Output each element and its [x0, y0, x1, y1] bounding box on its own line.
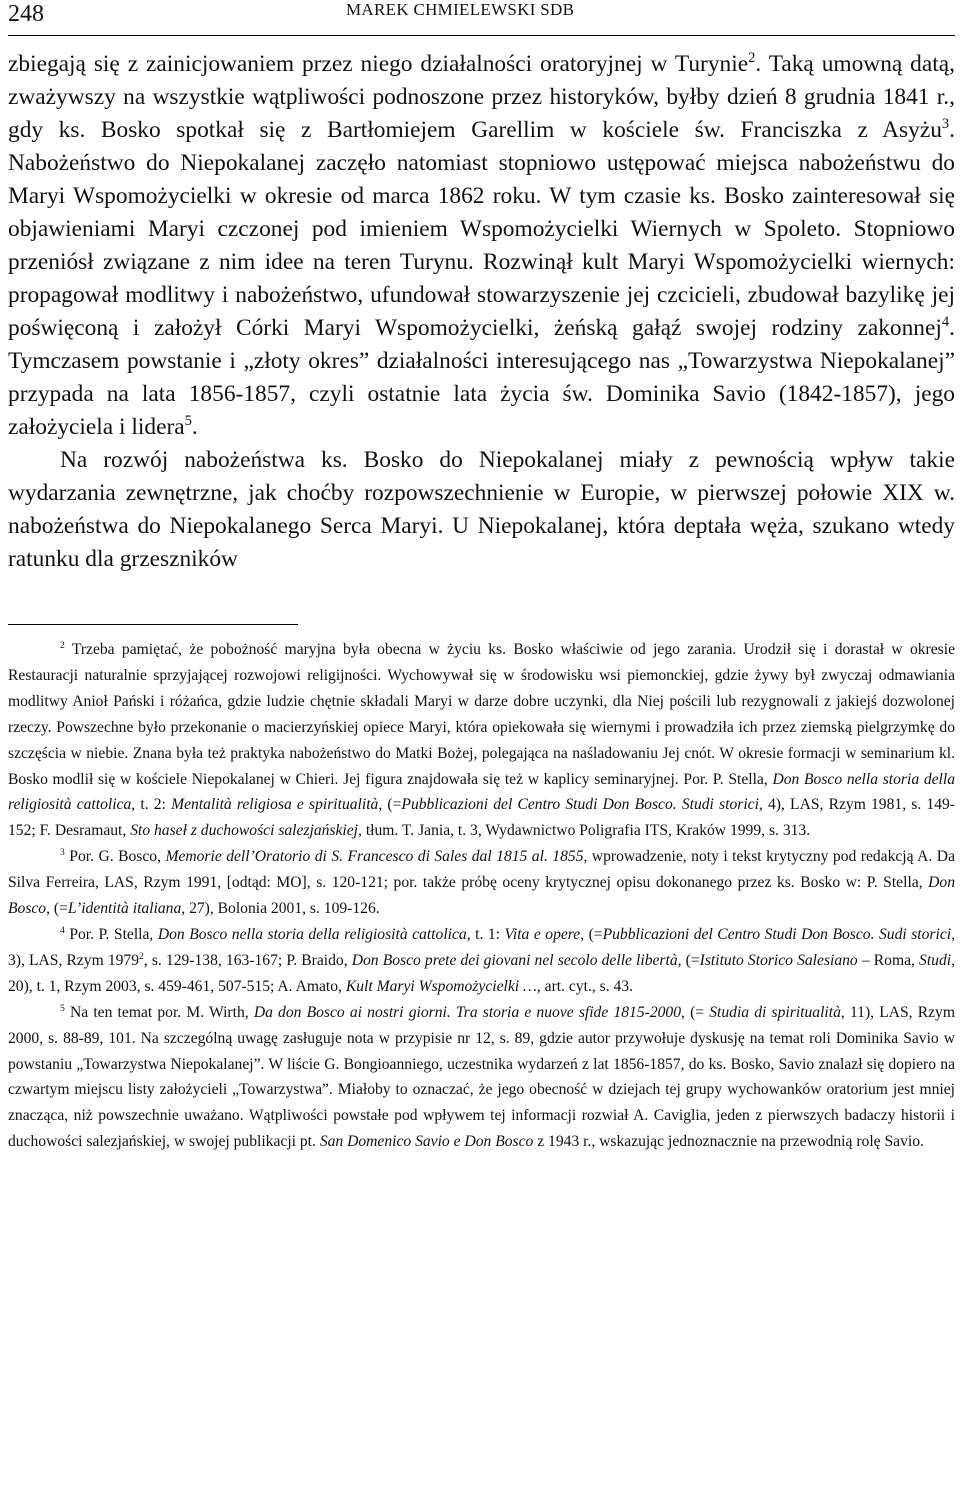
footnote-ref-2[interactable]: 2 — [748, 50, 756, 67]
footnote-number: 4 — [60, 924, 65, 936]
footnote-2: $^2$ Trzeba pamiętać, że pobożność maryjna była obecna w życiu ks. Bosko właściwie od jego zarania. Urodził się i dorastał w okresie Restauracji naturalnie sprzyjającej rozwojowi religijności. Wychowywał się w środowisku wsi piemonckiej, gdzie żywy był zwyczaj odmawiania modlitwy Anioł Pański i różańca, gdzie ludzie chętnie składali Maryi w darze dobre uczynki, dla Niej pościli lub rezygnowali z jakiejś dozwolonej rzeczy. Powszechne było przekonanie o macierzyńskiej opiece Maryi, która opiekowała się wiernymi i prowadziła ich przez ziemską pielgrzymkę do szczęścia w niebie. Znana była też praktyka nabożeństwo do Matki Bożej, polegająca na naśladowaniu Jej cnót. W okresie formacji w seminarium kl. Bosko modlił się w kościele Niepokalanej w Chieri. Jej figura znajdowała się też w kaplicy seminaryjnej. Por. P. Stella, Don Bosco nella storia della religiosità cattolica, t. 2: Mentalità religiosa e spiritualità, (=Pubblicazioni del Centro Studi Don Bosco. Studi storici, 4), LAS, Rzym 1981, s. 149-152; F. Desramaut, Sto haseł z duchowości salezjańskiej, tłum. T. Jania, t. 3, Wydawnictwo Poligrafia ITS, Kraków 1999, s. 313. — [8, 639, 955, 840]
footnote-number: 2 — [60, 639, 65, 651]
footnotes — [8, 637, 955, 1155]
footnote-number: 3 — [60, 847, 65, 859]
footnote-4: $^4$ Por. P. Stella, Don Bosco nella storia della religiosità cattolica, t. 1: Vita e opere, (=Pubblicazioni del Centro Studi Don Bosco. Sudi storici, 3), LAS, Rzym 1979$^2$, s. 129-138, 163-167; P. Braido, Don Bosco prete dei giovani nel secolo delle libertà, (=Istituto Storico Salesiano – Roma, Studi, 20), t. 1, Rzym 2003, s. 459-461, 507-515; A. Amato, Kult Maryi Wspomożycielki …, art. cyt., s. 43. — [8, 924, 955, 995]
paragraph-1: zbiegają się z zainicjowaniem przez niego działalności oratoryjnej w Turynie$^2$. Taką umowną datą, zważywszy na wszystkie wątpliwości podnoszone przez historyków, byłby dzień 8 grudnia 1841 r., gdy ks. Bosko spotkał się z Bartłomiejem Garellim w kościele św. Franciszka z Asyżu$^3$. Nabożeństwo do Niepokalanej zaczęło natomiast stopniowo ustępować miejsca nabożeństwu do Maryi Wspomożycielki w okresie od marca 1862 roku. W tym czasie ks. Bosko zainteresował się objawieniami Maryi czczonej pod imieniem Wspomożycielki Wiernych w Spoleto. Stopniowo przeniósł związane z nim idee na teren Turynu. Rozwinął kult Maryi Wspomożycielki wiernych: propagował modlitwy i nabożeństwo, ufundował stowarzyszenie jej czcicieli, zbudował bazylikę jej poświęconą i założył Córki Maryi Wspomożycielki, żeńską gałąź swojej rodziny zakonnej$^4$. Tymczasem powstanie i „złoty okres” działalności interesującego nas „Towarzystwa Niepokalanej” przypada na lata 1856-1857, czyli ostatnie lata życia św. Dominika Savio (1842-1857), jego założyciela i lidera$^5$. — [8, 50, 955, 440]
document-page — [8, 0, 955, 1155]
footnote-3: $^3$ Por. G. Bosco, Memorie dell’Oratorio di S. Francesco di Sales dal 1815 al. 1855, wprowadzenie, noty i tekst krytyczny pod redakcją A. Da Silva Ferreira, LAS, Rzym 1991, [odtąd: MO], s. 120-121; por. także próbę oceny krytycznej opisu dokonanego przez ks. Bosko w: P. Stella, Don Bosco, (=L’identità italiana, 27), Bolonia 2001, s. 109-126. — [8, 847, 955, 918]
footnote-separator — [8, 624, 298, 625]
footnote-ref-5[interactable]: 5 — [184, 413, 192, 430]
page-number: 248 — [8, 1, 44, 27]
footnote-5: $^5$ Na ten temat por. M. Wirth, Da don Bosco ai nostri giorni. Tra storia e nuove sfide 1815-2000, (= Studia di spiritualità, 11), LAS, Rzym 2000, s. 88-89, 101. Na szczególną uwagę zasługuje nota w przypisie nr 12, s. 89, gdzie autor przywołuje dyskusję na temat roli Dominika Savio w powstaniu „Towarzystwa Niepokalanej”. W liście G. Bongioanniego, uczestnika wydarzeń z lat 1856-1857, do ks. Bosko, Savio znalazł się dopiero na czwartym miejscu listy założycieli „Towarzystwa”. Miałoby to oznaczać, że jego obecność w dziejach tej grupy wychowanków oratorium jest mniej znacząca, niż powszechnie uważano. Wątpliwości powstałe pod wpływem tej informacji rozwiał A. Caviglia, jeden z pierwszych badaczy historii i duchowości salezjańskiej, w swojej publikacji pt. San Domenico Savio e Don Bosco z 1943 r., wskazując jednoznacznie na przewodnią rolę Savio. — [8, 1002, 955, 1151]
running-head: MAREK CHMIELEWSKI SDB — [346, 0, 575, 19]
paragraph-2: Na rozwój nabożeństwa ks. Bosko do Niepokalanej miały z pewnością wpływ takie wydarzania zewnętrzne, jak choćby rozpowszechnienie w Europie, w pierwszej połowie XIX w. nabożeństwa do Niepokalanego Serca Maryi. U Niepokalanej, która deptała węża, szukano wtedy ratunku dla grzeszników — [8, 447, 955, 572]
footnote-ref-3[interactable]: 3 — [941, 116, 950, 133]
footnote-number: 5 — [60, 1002, 65, 1014]
footnote-ref-4[interactable]: 4 — [941, 314, 950, 331]
page-header — [8, 0, 955, 36]
main-text — [8, 48, 955, 576]
